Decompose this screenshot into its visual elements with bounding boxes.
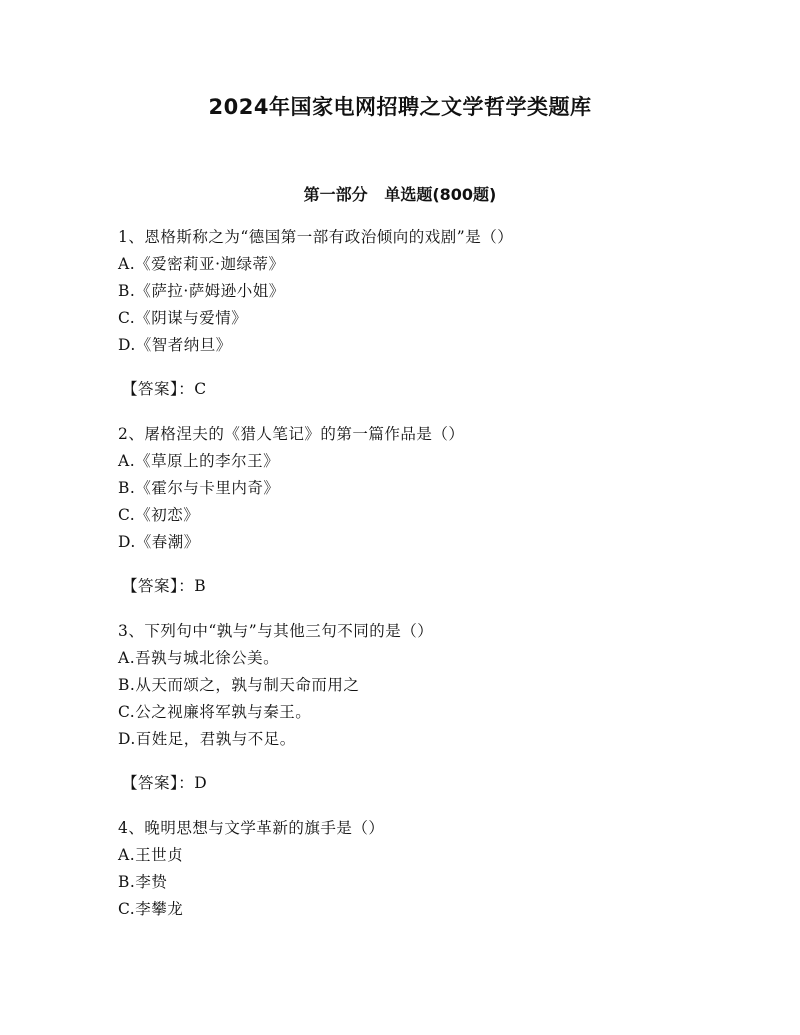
answer-line: 【答案】：B	[122, 577, 207, 595]
question-4	[118, 815, 718, 923]
document-title: 2024年国家电网招聘之文学哲学类题库	[208, 95, 592, 119]
question-2	[118, 421, 718, 600]
question-stem: 2、屠格涅夫的《猎人笔记》的第一篇作品是（）	[118, 425, 465, 443]
option-a: A.《爱密莉亚·迦绿蒂》	[118, 255, 285, 273]
section-title: 第一部分 单选题(800题)	[303, 185, 497, 204]
answer-line: 【答案】：C	[122, 380, 207, 398]
option-d: D.百姓足，君孰与不足。	[118, 730, 296, 748]
option-d: D.《智者纳旦》	[118, 336, 232, 354]
option-b: B.从天而颂之，孰与制天命而用之	[118, 676, 360, 694]
option-c: C.李攀龙	[118, 900, 184, 918]
option-c: C.《初恋》	[118, 506, 200, 524]
option-b: B.李贽	[118, 873, 168, 891]
question-1	[118, 224, 718, 403]
question-stem: 4、晚明思想与文学革新的旗手是（）	[118, 819, 385, 837]
question-stem: 1、恩格斯称之为“德国第一部有政治倾向的戏剧”是（）	[118, 228, 514, 246]
answer-line: 【答案】：D	[122, 774, 208, 792]
option-a: A.《草原上的李尔王》	[118, 452, 280, 470]
option-b: B.《霍尔与卡里内奇》	[118, 479, 280, 497]
option-a: A.王世贞	[118, 846, 184, 864]
question-list	[118, 224, 718, 923]
question-stem: 3、下列句中“孰与”与其他三句不同的是（）	[118, 622, 434, 640]
option-b: B.《萨拉·萨姆逊小姐》	[118, 282, 285, 300]
option-c: C.《阴谋与爱情》	[118, 309, 248, 327]
option-a: A.吾孰与城北徐公美。	[118, 649, 280, 667]
option-c: C.公之视廉将军孰与秦王。	[118, 703, 312, 721]
option-d: D.《春潮》	[118, 533, 200, 551]
question-3	[118, 618, 718, 797]
